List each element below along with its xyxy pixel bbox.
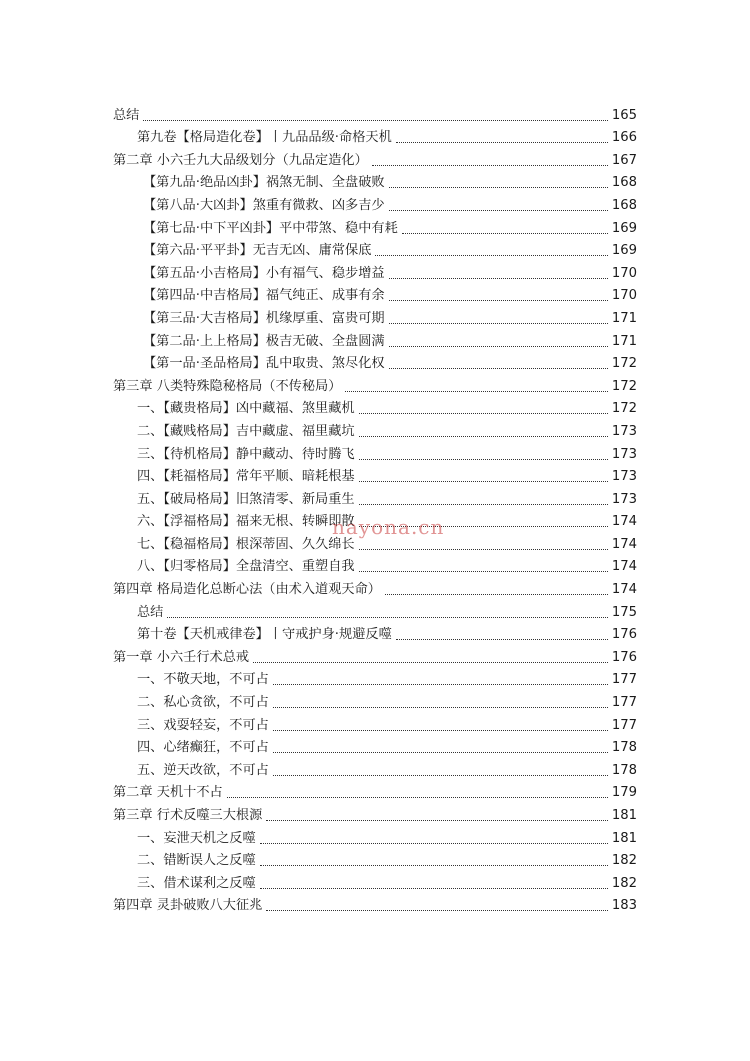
toc-entry-title: 【第三品·大吉格局】机缘厚重、富贵可期: [143, 310, 385, 326]
toc-entry-page-number: 169: [611, 243, 637, 259]
toc-entry-title: 五、逆天改欲，不可占: [137, 762, 269, 778]
toc-entry[interactable]: [113, 757, 637, 780]
toc-entry-title: 第四章 灵卦破败八大征兆: [113, 898, 263, 914]
toc-entry-title: 第一章 小六壬行术总戒: [113, 649, 250, 665]
toc-entry-page-number: 179: [611, 785, 637, 801]
toc-entry-title: 七、【稳福格局】根深蒂固、久久绵长: [137, 536, 355, 552]
toc-entry-title: 【第七品·中下平凶卦】平中带煞、稳中有耗: [143, 220, 398, 236]
toc-entry[interactable]: [113, 102, 637, 125]
dot-leader: [345, 390, 607, 392]
toc-entry-page-number: 170: [611, 265, 637, 281]
toc-entry[interactable]: [113, 848, 637, 871]
toc-entry-title: 一、【藏贵格局】凶中藏福、煞里藏机: [137, 401, 355, 417]
dot-leader: [396, 638, 608, 640]
toc-entry[interactable]: [113, 192, 637, 215]
toc-entry[interactable]: [113, 554, 637, 577]
toc-entry[interactable]: [113, 170, 637, 193]
dot-leader: [359, 480, 608, 482]
toc-entry-page-number: 173: [611, 423, 637, 439]
toc-entry-title: 第九卷【格局造化卷】丨九品品级·命格天机: [137, 130, 392, 146]
toc-entry-page-number: 181: [611, 830, 637, 846]
dot-leader: [266, 819, 608, 821]
toc-entry[interactable]: [113, 870, 637, 893]
toc-entry-page-number: 178: [611, 762, 637, 778]
dot-leader: [359, 458, 608, 460]
toc-entry-title: 三、【待机格局】静中藏动、待时腾飞: [137, 446, 355, 462]
toc-entry[interactable]: [113, 486, 637, 509]
toc-entry-title: 六、【浮福格局】福来无根、转瞬即散: [137, 514, 355, 530]
toc-entry-title: 三、戏耍轻妄，不可占: [137, 717, 269, 733]
dot-leader: [260, 887, 608, 889]
toc-entry[interactable]: [113, 351, 637, 374]
dot-leader: [389, 322, 608, 324]
toc-entry-title: 第二章 小六壬九大品级划分（九品定造化）: [113, 152, 368, 168]
dot-leader: [375, 254, 607, 256]
toc-entry[interactable]: [113, 622, 637, 645]
toc-entry-page-number: 172: [611, 401, 637, 417]
toc-entry[interactable]: [113, 644, 637, 667]
dot-leader: [227, 796, 608, 798]
toc-entry-page-number: 177: [611, 695, 637, 711]
toc-entry-page-number: 176: [611, 649, 637, 665]
toc-entry-page-number: 173: [611, 446, 637, 462]
toc-entry-page-number: 178: [611, 740, 637, 756]
toc-entry-title: 总结: [137, 604, 164, 620]
toc-entry[interactable]: [113, 283, 637, 306]
dot-leader: [389, 277, 608, 279]
toc-entry-title: 四、【耗福格局】常年平顺、暗耗根基: [137, 469, 355, 485]
toc-entry-title: 一、不敬天地，不可占: [137, 672, 269, 688]
toc-entry-page-number: 182: [611, 875, 637, 891]
toc-entry-page-number: 177: [611, 672, 637, 688]
dot-leader: [273, 706, 608, 708]
toc-entry[interactable]: [113, 215, 637, 238]
toc-entry-title: 三、借术谋利之反噬: [137, 875, 256, 891]
dot-leader: [273, 683, 608, 685]
toc-entry[interactable]: [113, 147, 637, 170]
toc-entry-page-number: 176: [611, 627, 637, 643]
dot-leader: [260, 842, 608, 844]
dot-leader: [359, 570, 608, 572]
dot-leader: [385, 593, 608, 595]
dot-leader: [359, 503, 608, 505]
dot-leader: [260, 864, 608, 866]
toc-entry-title: 二、错断误人之反噬: [137, 853, 256, 869]
toc-entry-title: 二、【藏贱格局】吉中藏虚、福里藏坑: [137, 423, 355, 439]
toc-entry-title: 第十卷【天机戒律卷】丨守戒护身·规避反噬: [137, 627, 392, 643]
toc-entry-title: 【第一品·圣品格局】乱中取贵、煞尽化权: [143, 356, 385, 372]
toc-entry[interactable]: [113, 305, 637, 328]
toc-entry-title: 【第二品·上上格局】极吉无破、全盘圆满: [143, 333, 385, 349]
toc-entry-title: 二、私心贪欲，不可占: [137, 695, 269, 711]
toc-entry[interactable]: [113, 125, 637, 148]
toc-entry-title: 【第八品·大凶卦】煞重有微救、凶多吉少: [143, 197, 385, 213]
toc-entry[interactable]: [113, 373, 637, 396]
toc-entry-page-number: 182: [611, 853, 637, 869]
toc-entry-page-number: 168: [611, 175, 637, 191]
dot-leader: [266, 909, 608, 911]
toc-entry-page-number: 172: [611, 356, 637, 372]
toc-entry-page-number: 171: [611, 310, 637, 326]
dot-leader: [389, 345, 608, 347]
dot-leader: [167, 616, 607, 618]
toc-entry[interactable]: [113, 689, 637, 712]
watermark-text: nayona.cn: [332, 515, 445, 539]
dot-leader: [402, 232, 608, 234]
toc-entry[interactable]: [113, 328, 637, 351]
toc-entry-page-number: 169: [611, 220, 637, 236]
toc-entry-page-number: 170: [611, 288, 637, 304]
toc-entry[interactable]: [113, 780, 637, 803]
dot-leader: [359, 412, 608, 414]
toc-entry[interactable]: [113, 418, 637, 441]
toc-entry-title: 一、妄泄天机之反噬: [137, 830, 256, 846]
dot-leader: [273, 751, 608, 753]
toc-entry-title: 【第六品·平平卦】无吉无凶、庸常保底: [143, 243, 372, 259]
toc-entry-page-number: 171: [611, 333, 637, 349]
toc-entry-page-number: 177: [611, 717, 637, 733]
toc-entry[interactable]: [113, 825, 637, 848]
toc-entry-page-number: 183: [611, 898, 637, 914]
table-of-contents: [113, 102, 637, 915]
toc-entry-title: 第二章 天机十不占: [113, 785, 223, 801]
dot-leader: [253, 661, 608, 663]
toc-entry-page-number: 168: [611, 197, 637, 213]
toc-entry-title: 【第五品·小吉格局】小有福气、稳步增益: [143, 265, 385, 281]
toc-entry-page-number: 174: [611, 536, 637, 552]
toc-entry-page-number: 173: [611, 491, 637, 507]
toc-entry-page-number: 181: [611, 808, 637, 823]
toc-entry[interactable]: [113, 464, 637, 487]
toc-entry[interactable]: [113, 599, 637, 622]
toc-entry-page-number: 172: [611, 378, 637, 394]
toc-entry-title: 【第四品·中吉格局】福气纯正、成事有余: [143, 288, 385, 304]
toc-entry[interactable]: [113, 667, 637, 690]
dot-leader: [359, 435, 608, 437]
dot-leader: [389, 186, 608, 188]
toc-entry-page-number: 173: [611, 469, 637, 485]
toc-entry-title: 四、心绪癫狂，不可占: [137, 740, 269, 756]
toc-entry-title: 总结: [113, 107, 140, 123]
toc-entry-title: 八、【归零格局】全盘清空、重塑自我: [137, 559, 355, 575]
dot-leader: [359, 548, 608, 550]
toc-entry-title: 【第九品·绝品凶卦】祸煞无制、全盘破败: [143, 175, 385, 191]
dot-leader: [396, 141, 608, 143]
toc-entry-title: 第四章 格局造化总断心法（由术入道观天命）: [113, 582, 381, 598]
toc-entry-page-number: 174: [611, 582, 637, 598]
toc-entry-title: 五、【破局格局】旧煞清零、新局重生: [137, 491, 355, 507]
dot-leader: [372, 164, 608, 166]
toc-entry[interactable]: [113, 712, 637, 735]
toc-entry-page-number: 166: [611, 130, 637, 146]
toc-entry-page-number: 167: [611, 152, 637, 168]
toc-entry[interactable]: [113, 441, 637, 464]
toc-entry-title: 第三章 八类特殊隐秘格局（不传秘局）: [113, 378, 342, 394]
dot-leader: [143, 119, 607, 121]
dot-leader: [389, 367, 608, 369]
toc-entry-page-number: 174: [611, 514, 637, 530]
toc-entry[interactable]: [113, 396, 637, 419]
toc-entry-title: 第三章 行术反噬三大根源: [113, 808, 263, 823]
toc-entry-page-number: 174: [611, 559, 637, 575]
toc-entry[interactable]: [113, 802, 637, 825]
toc-entry[interactable]: [113, 576, 637, 599]
dot-leader: [389, 209, 608, 211]
toc-entry-page-number: 175: [611, 604, 637, 620]
toc-entry[interactable]: [113, 260, 637, 283]
dot-leader: [273, 774, 608, 776]
dot-leader: [389, 299, 608, 301]
toc-entry[interactable]: [113, 735, 637, 758]
toc-entry[interactable]: [113, 893, 637, 916]
toc-entry-page-number: 165: [611, 107, 637, 123]
dot-leader: [273, 729, 608, 731]
toc-entry[interactable]: [113, 238, 637, 261]
